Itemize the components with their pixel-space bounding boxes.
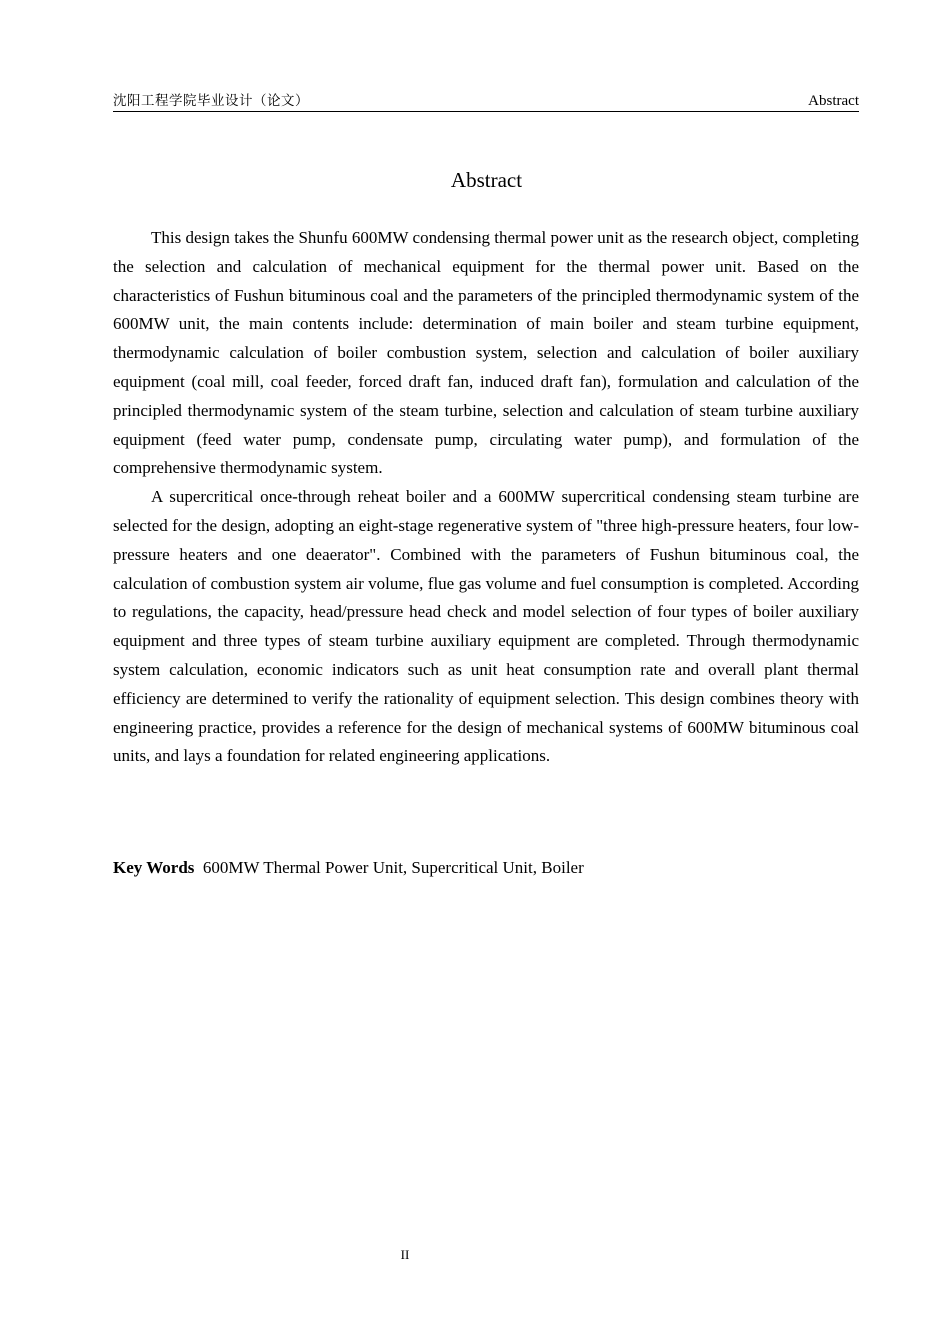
header-section-title: Abstract [808,93,859,109]
abstract-paragraph-1: This design takes the Shunfu 600MW condensing thermal power unit as the research object, completing the selection and calculation of mechanical equipment for the thermal power unit. Based on the characteristics of Fushun bituminous coal and the parameters of the principled thermodynamic system of the 600MW unit, the main contents include: determination of main boiler and steam turbine equipment, thermodynamic calculation of boiler combustion system, selection and calculation of boiler auxiliary equipment (coal mill, coal feeder, forced draft fan, induced draft fan), formulation and calculation of the principled thermodynamic system of the steam turbine, selection and calculation of steam turbine auxiliary equipment (feed water pump, condensate pump, circulating water pump), and formulation of the comprehensive thermodynamic system. [113,228,859,478]
header-university-title: 沈阳工程学院毕业设计（论文） [113,93,309,109]
keywords-label: Key Words [113,858,195,877]
keywords-value: 600MW Thermal Power Unit, Supercritical Unit, Boiler [202,858,584,877]
page-number: II [400,1247,410,1262]
page-title: Abstract [450,168,523,192]
page-header [113,91,859,112]
abstract-paragraph-2: A supercritical once-through reheat boiler and a 600MW supercritical condensing steam turbine are selected for the design, adopting an eight-stage regenerative system of "three high-pressure heaters, four low-pressure heaters and one deaerator". Combined with the parameters of Fushun bituminous coal, the calculation of combustion system air volume, flue gas volume and fuel consumption is completed. According to regulations, the capacity, head/pressure head check and model selection of four types of boiler auxiliary equipment and three types of steam turbine auxiliary equipment are completed. Through thermodynamic system calculation, economic indicators such as unit heat consumption rate and overall plant thermal efficiency are determined to verify the rationality of equipment selection. This design combines theory with engineering practice, provides a reference for the design of mechanical systems of 600MW bituminous coal units, and lays a foundation for related engineering applications. [113,487,859,766]
keywords-line [113,854,859,882]
abstract-body [113,224,859,771]
